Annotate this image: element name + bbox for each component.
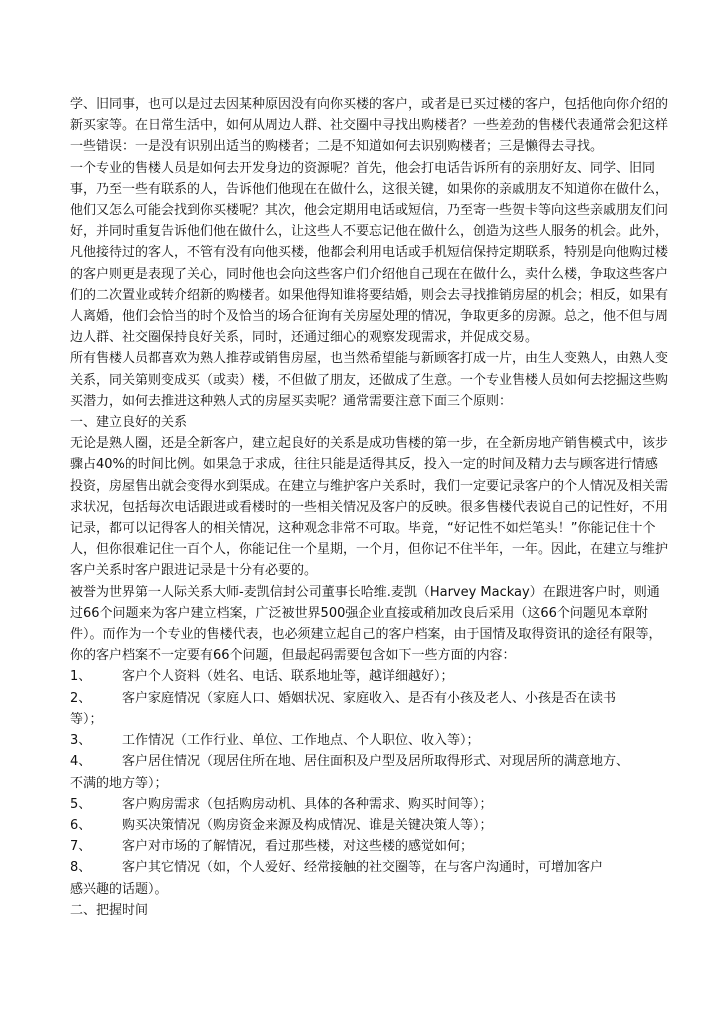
list-item: [70, 688, 670, 730]
list-item-continuation: 感兴趣的话题）。: [70, 881, 168, 897]
list-item: [70, 815, 670, 836]
list-item: [70, 857, 670, 899]
list-item-number: 6、: [70, 817, 92, 833]
list-item-number: 1、: [70, 669, 92, 685]
section-heading-timing: 二、把握时间: [70, 902, 149, 918]
paragraph-develop-resources: 一个专业的售楼人员是如何去开发身边的资源呢？首先，他会打电话告诉所有的亲朋好友、同学、旧同事，乃至一些有联系的人，告诉他们他现在在做什么，这很关键，如果你的亲戚朋友不知道你在做什么，他们又怎么可能会找到你买楼呢？其次，他会定期用电话或短信，乃至寄一些贺卡等向这些亲戚朋友们问好，并同时重复告诉他们他在做什么，让这些人不要忘记他在做什么，创造为这些人服务的机会。此外，凡他接待过的客人，不管有没有向他买楼，他都会利用电话或手机短信保持定期联系，特别是向他购过楼的客户则更是表现了关心，同时他也会向这些客户们介绍他自己现在在做什么，卖什么楼，争取这些客户们的二次置业或转介绍新的购楼者。如果他得知谁将要结婚，则会去寻找推销房屋的机会；相反，如果有人离婚，他们会恰当的时个及恰当的场合征询有关房屋处理的情况，争取更多的房源。总之，他不但与周边人群、社交圈保持良好关系，同时，还通过细心的观察发现需求，并促成交易。: [70, 160, 669, 346]
list-item-text: 购买决策情况（购房资金来源及构成情况、谁是关键决策人等）；: [122, 817, 493, 833]
list-item-number: 7、: [70, 839, 92, 855]
list-item: [70, 730, 670, 751]
list-item: [70, 666, 670, 687]
list-item: [70, 794, 670, 815]
paragraph-intro: 学、旧同事，也可以是过去因某种原因没有向你买楼的客户，或者是已买过楼的客户，包括他向你介绍的新买家等。在日常生活中，如何从周边人群、社交圈中寻找出购楼者？一些差劲的售楼代表通常会犯这样一些错误：一是没有识别出适当的购楼者；二是不知道如何去识别购楼者；三是懒得去寻找。: [70, 97, 669, 155]
list-item-number: 4、: [70, 754, 92, 770]
paragraph-customer-file: 被誉为世界第一人际关系大师-麦凯信封公司董事长哈维.麦凯（Harvey Mackay）在跟进客户时，则通过66个问题来为客户建立档案，广泛被世界500强企业直接或稍加改良后采用（这66个问题见本章附件）。而作为一个专业的售楼代表，也必须建立起自己的客户档案，由于国情及取得资讯的途径有限等，你的客户档案不一定要有66个问题，但最起码需要包含如下一些方面的内容：: [70, 584, 662, 664]
list-item: [70, 836, 670, 857]
list-item-text: 客户其它情况（如，个人爱好、经常接触的社交圈等，在与客户沟通时，可增加客户: [122, 860, 604, 876]
list-item-number: 3、: [70, 733, 92, 749]
list-item-continuation: 不满的地方等）；: [70, 775, 168, 791]
list-item-continuation: 等）；: [70, 711, 103, 727]
list-item: [70, 751, 670, 793]
list-item-text: 客户个人资料（姓名、电话、联系地址等，越详细越好）；: [122, 669, 454, 685]
list-item-text: 客户购房需求（包括购房动机、具体的各种需求、购买时间等）；: [122, 796, 493, 812]
paragraph-acquaintances: 所有售楼人员都喜欢为熟人推荐或销售房屋，也当然希望能与新顾客打成一片，由生人变熟人，由熟人变关系，同关第则变成买（或卖）楼，不但做了朋友，还做成了生意。一个专业售楼人员如何去挖掘这些购买潜力，如何去推进这种熟人式的房屋买卖呢？通常需要注意下面三个原则：: [70, 351, 669, 409]
customer-file-list: [70, 666, 670, 899]
list-item-text: 工作情况（工作行业、单位、工作地点、个人职位、收入等）；: [122, 733, 480, 749]
section-heading-relationships: 一、建立良好的关系: [70, 415, 188, 431]
list-item-number: 2、: [70, 690, 92, 706]
list-item-text: 客户居住情况（现居住所在地、居住面积及户型及居所取得形式、对现居所的满意地方、: [122, 754, 630, 770]
paragraph-relationships: 无论是熟人圈，还是全新客户，建立起良好的关系是成功售楼的第一步，在全新房地产销售模式中，该步骤占40%的时间比例。如果急于求成，往往只能是适得其反，投入一定的时间及精力去与顾客进行情感投资，房屋售出就会变得水到渠成。在建立与维护客户关系时，我们一定要记录客户的个人情况及相关需求状况，包括每次电话跟进或看楼时的一些相关情况及客户的反映。很多售楼代表说自己的记性好，不用记录，都可以记得客人的相关情况，这种观念非常不可取。毕竟，“好记性不如烂笔头！”你能记住十个人，但你很难记住一百个人，你能记住一个星期，一个月，但你记不住半年，一年。因此，在建立与维护客户关系时客户跟进记录是十分有必要的。: [70, 436, 669, 579]
list-item-number: 5、: [70, 796, 92, 812]
list-item-number: 8、: [70, 860, 92, 876]
document-page: [70, 94, 670, 921]
list-item-text: 客户家庭情况（家庭人口、婚姻状况、家庭收入、是否有小孩及老人、小孩是否在读书: [122, 690, 617, 706]
list-item-text: 客户对市场的了解情况，看过那些楼，对这些楼的感觉如何；: [122, 839, 474, 855]
